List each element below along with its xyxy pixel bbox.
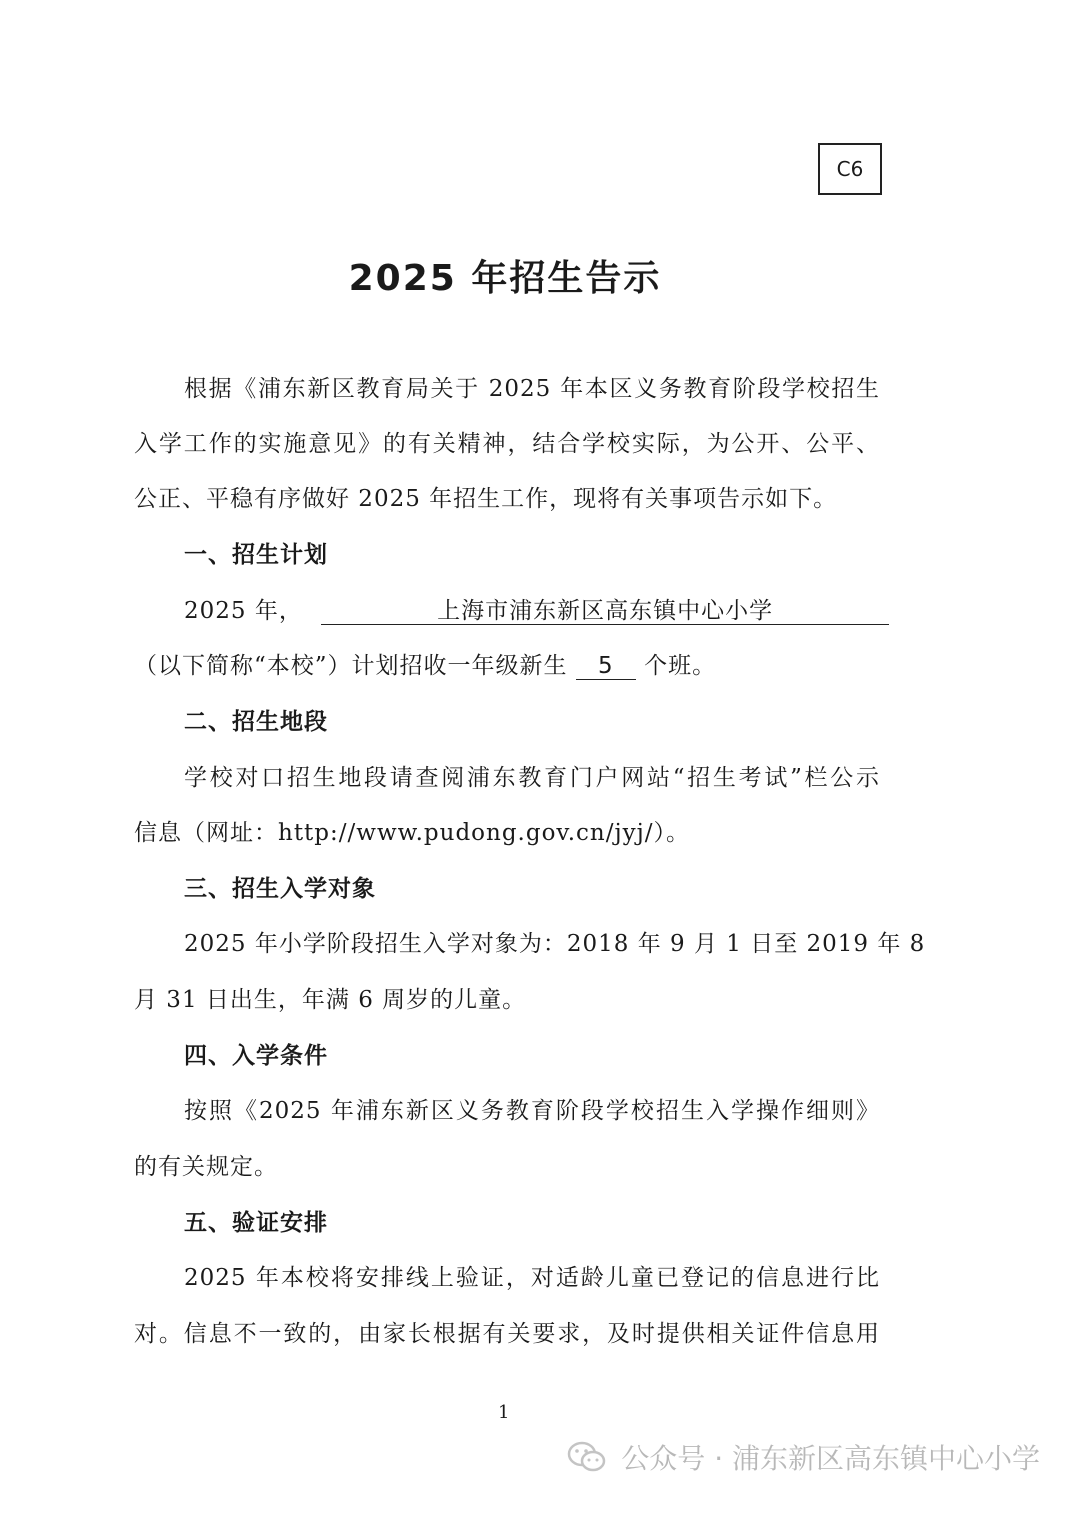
section-4-heading: 四、入学条件 [184,1043,328,1069]
verification-line-1: 2025 年本校将安排线上验证，对适龄儿童已登记的信息进行比 [184,1265,880,1291]
conditions-line-1: 按照《2025 年浦东新区义务教育阶段学校招生入学操作细则》 [184,1098,880,1124]
wechat-icon [567,1440,607,1474]
section-5-heading: 五、验证安排 [184,1210,328,1236]
conditions-line-2: 的有关规定。 [134,1154,278,1180]
plan-text-prefix: （以下简称“本校”）计划招收一年级新生 [134,653,568,679]
enrollment-plan-line-1 [184,596,880,626]
plan-year-prefix: 2025 年， [184,598,303,624]
watermark-text: 公众号 · 浦东新区高东镇中心小学 [621,1442,1040,1475]
document-title: 2025 年招生告示 [348,258,662,299]
section-2-heading: 二、招生地段 [184,709,328,735]
zone-line-1: 学校对口招生地段请查阅浦东教育门户网站“招生考试”栏公示 [184,765,880,791]
intro-line-1: 根据《浦东新区教育局关于 2025 年本区义务教育阶段学校招生 [184,376,880,402]
page-number: 1 [498,1402,510,1423]
eligibility-line-2: 月 31 日出生，年满 6 周岁的儿童。 [134,987,527,1013]
zone-line-2: 信息（网址：http://www.pudong.gov.cn/jyj/）。 [134,820,690,846]
section-3-heading: 三、招生入学对象 [184,876,376,902]
wechat-watermark [567,1437,1040,1477]
enrollment-plan-line-2 [134,651,880,681]
intro-line-2: 入学工作的实施意见》的有关精神，结合学校实际，为公开、公平、 [134,431,880,457]
class-count-field: 5 [576,653,636,680]
verification-line-2: 对。信息不一致的，由家长根据有关要求，及时提供相关证件信息用 [134,1321,880,1347]
document-code-box: C6 [818,143,882,195]
intro-line-3: 公正、平稳有序做好 2025 年招生工作，现将有关事项告示如下。 [134,486,838,512]
school-name-field: 上海市浦东新区高东镇中心小学 [321,598,889,625]
eligibility-line-1: 2025 年小学阶段招生入学对象为：2018 年 9 月 1 日至 2019 年 8 [184,931,926,957]
section-1-heading: 一、招生计划 [184,542,328,568]
plan-text-suffix: 个班。 [644,653,717,679]
